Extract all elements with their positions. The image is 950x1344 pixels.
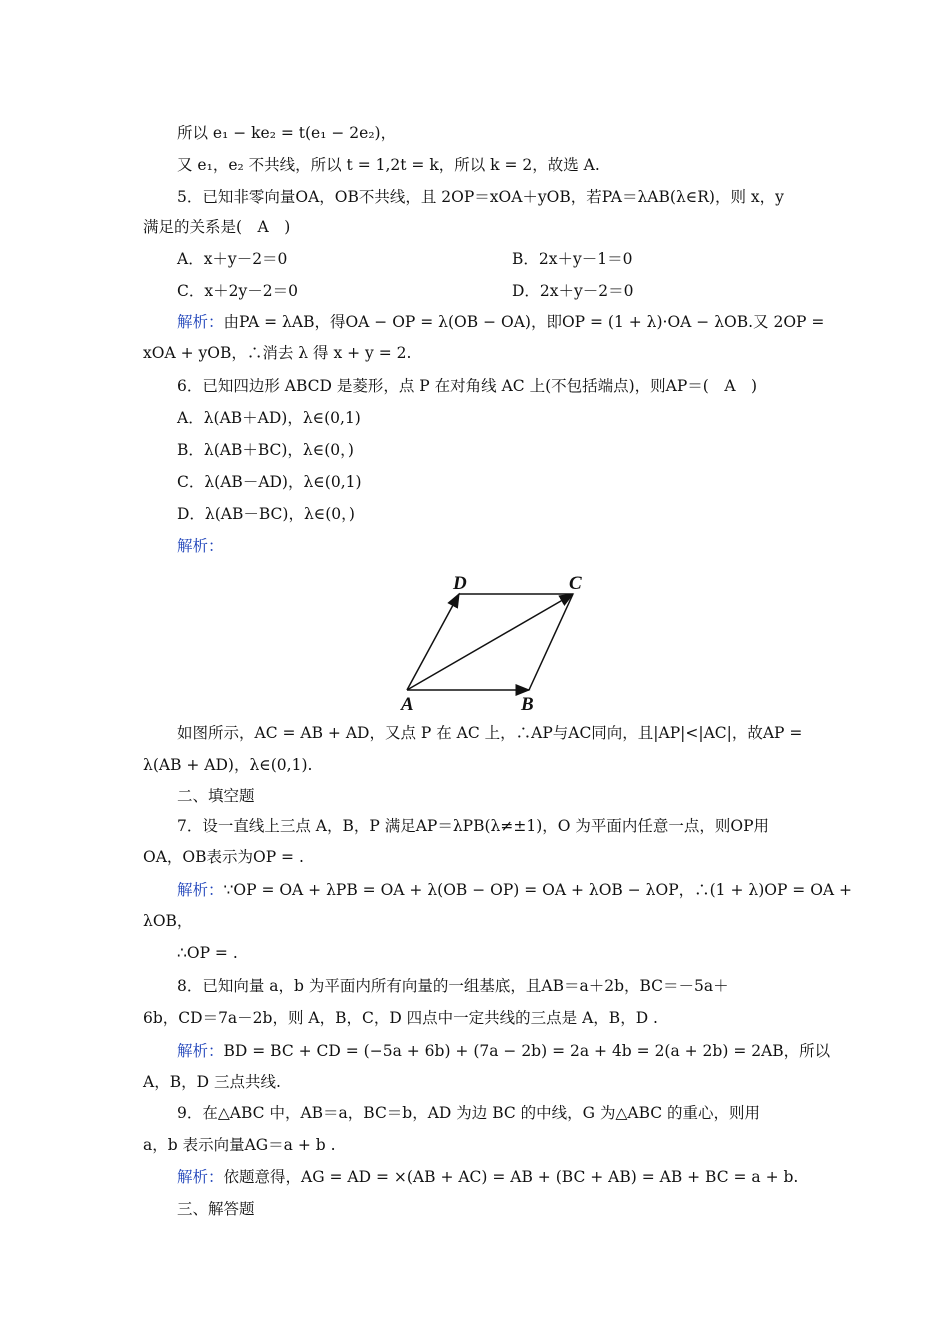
option-a: A．x＋y－2＝0 xyxy=(177,250,288,268)
question-7-stem: OA，OB表示为OP = . xyxy=(143,848,304,866)
solution-text: 由PA = λAB，得OA − OP = λ(OB − OA)，即OP = (1 + λ)·OA − λOB.又 2OP = xyxy=(223,313,825,331)
vertex-label-c: C xyxy=(569,573,582,594)
section-heading-fill-blank: 二、填空题 xyxy=(177,787,255,805)
figure-note: 如图所示，AC = AB + AD，又点 P 在 AC 上，∴AP与AC同向，且|AP|<|AC|，故AP = xyxy=(177,724,803,742)
question-9-stem: 9．在△ABC 中，AB＝a，BC＝b，AD 为边 BC 的中线，G 为△ABC 的重心，则用 xyxy=(177,1104,761,1122)
solution-8 xyxy=(0,1040,950,1062)
option-c: C．x＋2y－2＝0 xyxy=(177,282,298,300)
figure-note-cont: λ(AB + AD)，λ∈(0,1). xyxy=(143,756,313,774)
question-8-stem: 6b，CD＝7a－2b，则 A，B，C，D 四点中一定共线的三点是 A，B，D . xyxy=(143,1009,658,1027)
solution-text: BD = BC + CD = (−5a + 6b) + (7a − 2b) = 2a + 4b = 2(a + 2b) = 2AB，所以 xyxy=(223,1042,831,1060)
option-d: D．λ(AB－BC)，λ∈(0，) xyxy=(177,505,355,523)
solution-text: 依题意得，AG = AD = ×(AB + AC) = AB + (BC + AB) = AB + BC = a + b. xyxy=(223,1168,799,1186)
option-c: C．λ(AB－AD)，λ∈(0,1) xyxy=(177,473,362,491)
vertex-label-b: B xyxy=(521,694,534,715)
solution-7-cont: ∴OP = . xyxy=(177,944,238,962)
solution-9 xyxy=(0,1166,950,1188)
question-5-options xyxy=(0,248,950,270)
solution-label: 解析： xyxy=(177,537,224,555)
solution-label: 解析： xyxy=(177,881,224,899)
rhombus-diagram xyxy=(395,568,595,718)
option-b: B．2x＋y－1＝0 xyxy=(512,250,633,268)
section-heading-solve: 三、解答题 xyxy=(177,1200,255,1218)
text-line: 又 e₁，e₂ 不共线，所以 t = 1,2t = k，所以 k = 2，故选 A. xyxy=(177,156,600,174)
question-7-stem: 7．设一直线上三点 A，B，P 满足AP＝λPB(λ≠±1)，O 为平面内任意一点，则OP用 xyxy=(177,817,770,835)
vertex-label-a: A xyxy=(401,694,414,715)
question-9-stem: a，b 表示向量AG＝a + b . xyxy=(143,1136,336,1154)
option-b: B．λ(AB＋BC)，λ∈(0，) xyxy=(177,441,354,459)
side-bc xyxy=(529,594,573,690)
solution-7 xyxy=(0,879,950,901)
solution-text: ∵OP = OA + λPB = OA + λ(OB − OP) = OA + λOB − λOP，∴(1 + λ)OP = OA + xyxy=(223,881,853,899)
option-d: D．2x＋y－2＝0 xyxy=(512,282,634,300)
question-8-stem: 8．已知向量 a，b 为平面内所有向量的一组基底，且AB＝a＋2b，BC＝－5a＋ xyxy=(177,977,729,995)
solution-5 xyxy=(0,311,950,333)
solution-7-cont: λOB， xyxy=(143,912,193,930)
question-5-options xyxy=(0,280,950,302)
question-5-stem: 5．已知非零向量OA，OB不共线，且 2OP＝xOA＋yOB，若PA＝λAB(λ∈R)，则 x，y xyxy=(177,188,784,206)
text-line: 所以 e₁ − ke₂ = t(e₁ − 2e₂)， xyxy=(177,124,397,142)
question-6-stem: 6．已知四边形 ABCD 是菱形，点 P 在对角线 AC 上(不包括端点)，则AP＝( A ) xyxy=(177,377,758,395)
solution-label: 解析： xyxy=(177,1042,224,1060)
option-a: A．λ(AB＋AD)，λ∈(0,1) xyxy=(177,409,361,427)
solution-6 xyxy=(0,535,950,557)
vertex-label-d: D xyxy=(453,573,467,594)
solution-8-cont: A，B，D 三点共线. xyxy=(143,1073,281,1091)
solution-label: 解析： xyxy=(177,313,224,331)
question-5-stem: 满足的关系是( A ) xyxy=(143,218,291,236)
solution-5-cont: xOA + yOB，∴消去 λ 得 x + y = 2. xyxy=(143,344,412,362)
solution-label: 解析： xyxy=(177,1168,224,1186)
vector-ac xyxy=(407,594,573,690)
